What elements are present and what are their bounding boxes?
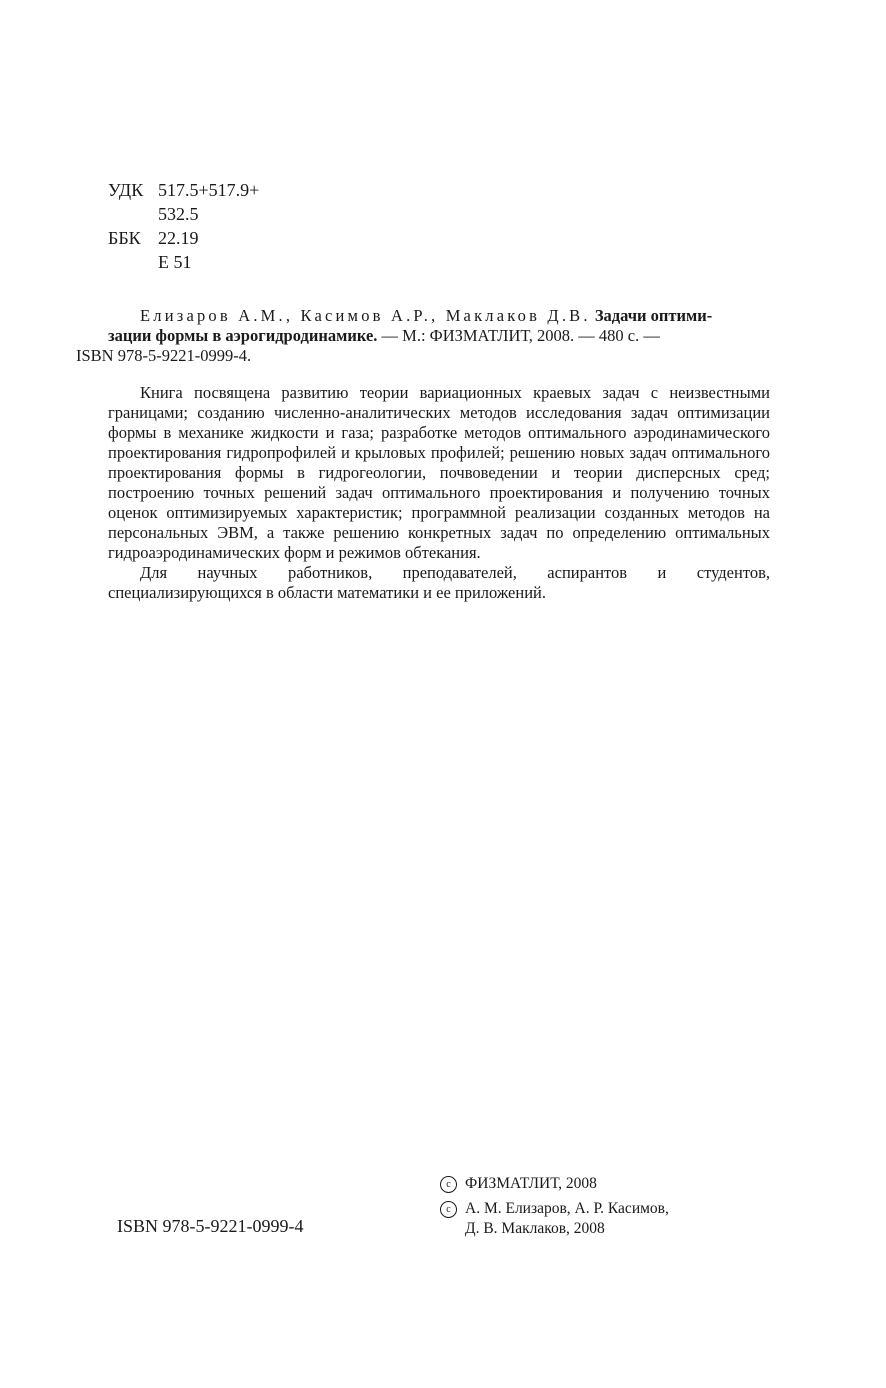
annotation-paragraph-1: Книга посвящена развитию теории вариационных краевых задач с неизвестными границами; созданию численно-аналитических методов исследования задач оптимизации формы в механике жидкости и газа; разработке методов оптимального аэродинамического проектирования гидропрофилей и крыловых профилей; решению новых задач оптимального проектирования формы в гидрогеологии, почвоведении и теории дисперсных сред; построению точных решений задач оптимального проектирования и получению точных оценок оптимизируемых характеристик; программной реализации созданных методов на персональных ЭВМ, а также решению конкретных задач по определению оптимальных гидроаэродинамических форм и режимов обтекания. bbox=[108, 383, 770, 562]
bbk-line-1 bbox=[108, 226, 259, 250]
copyright-publisher bbox=[440, 1174, 669, 1194]
isbn-footer: ISBN 978-5-9221-0999-4 bbox=[117, 1216, 304, 1236]
udk-label: УДК bbox=[108, 180, 144, 200]
udk-code-2: 532.5 bbox=[158, 204, 199, 224]
imprint-part1: — М.: ФИЗМАТЛИТ, 2008. — 480 с. — bbox=[377, 326, 660, 345]
copyright-authors bbox=[440, 1199, 669, 1239]
copyright-icon: c bbox=[440, 1176, 457, 1193]
imprint-isbn: ISBN 978-5-9221-0999-4. bbox=[76, 346, 252, 365]
copyright-icon: c bbox=[440, 1201, 457, 1218]
udk-line-1 bbox=[108, 178, 259, 202]
bbk-label: ББК bbox=[108, 228, 141, 248]
copyright-authors-line-2: Д. В. Маклаков, 2008 bbox=[465, 1220, 605, 1237]
bbk-code: 22.19 bbox=[158, 228, 199, 248]
authors: Елизаров А.М., Касимов А.Р., Маклаков Д.В. bbox=[140, 306, 591, 325]
book-title-part2: зации формы в аэрогидродинамике. bbox=[108, 326, 378, 345]
udk-line-2 bbox=[108, 202, 259, 226]
copyright-authors-line-1: А. М. Елизаров, А. Р. Касимов, bbox=[465, 1200, 669, 1217]
copyright-publisher-text: ФИЗМАТЛИТ, 2008 bbox=[465, 1175, 597, 1192]
copyright-block bbox=[440, 1174, 669, 1244]
udk-code-1: 517.5+517.9+ bbox=[158, 180, 260, 200]
bibliographic-record bbox=[76, 306, 770, 366]
book-title-part1: Задачи оптими- bbox=[594, 306, 713, 325]
classification-codes bbox=[108, 178, 259, 274]
annotation bbox=[108, 383, 770, 603]
bbk-line-2 bbox=[108, 250, 259, 274]
annotation-paragraph-2: Для научных работников, преподавателей, аспирантов и студентов, специализирующихся в области математики и ее приложений. bbox=[108, 563, 770, 602]
author-mark: Е 51 bbox=[158, 252, 192, 272]
